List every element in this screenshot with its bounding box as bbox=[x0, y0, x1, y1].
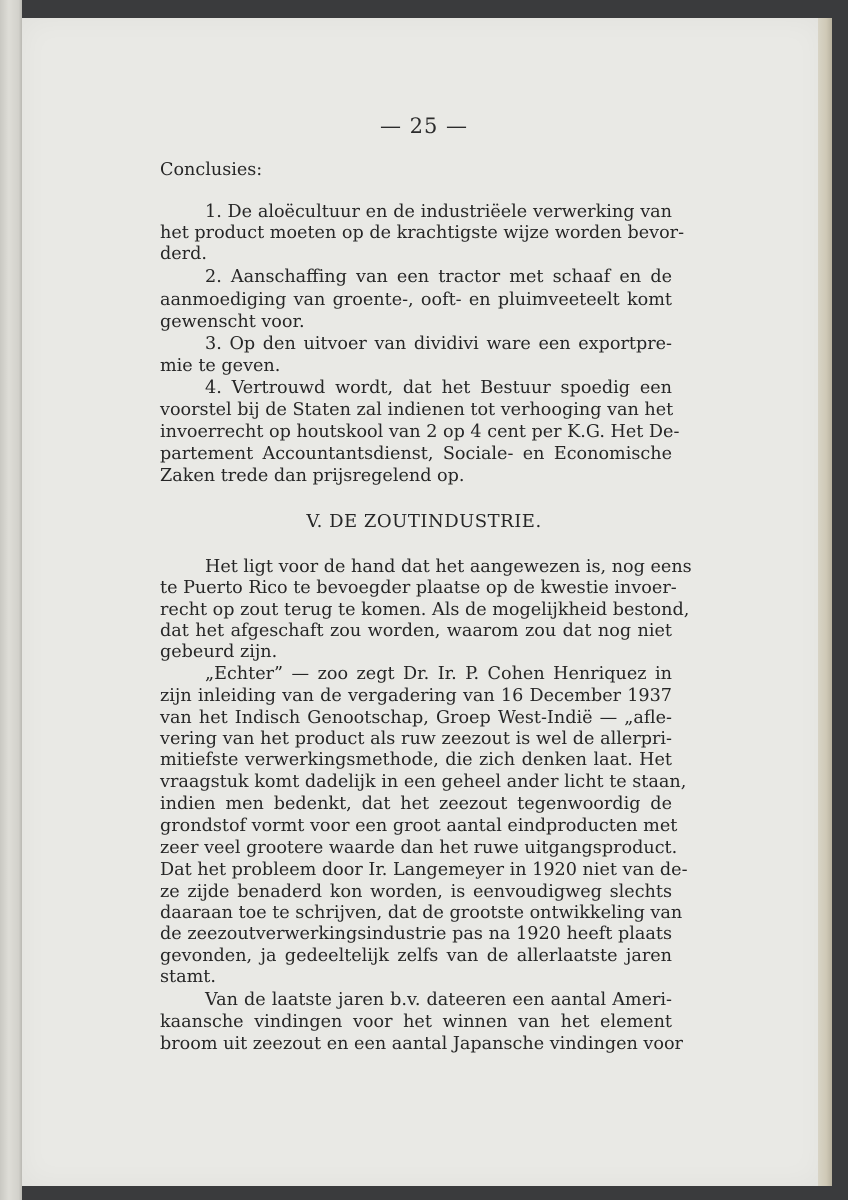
page-number: — 25 — bbox=[379, 114, 469, 138]
conclusion-line: 2. Aanschaffing van een tractor met schaaf en de bbox=[205, 267, 672, 287]
conclusion-line: invoerrecht op houtskool van 2 op 4 cent per K.G. Het De- bbox=[160, 422, 680, 442]
body-line: zijn inleiding van de vergadering van 16 December 1937 bbox=[160, 686, 672, 706]
section-heading: V. DE ZOUTINDUSTRIE. bbox=[306, 511, 542, 532]
conclusion-line: aanmoediging van groente-, ooft- en pluimveeteelt komt bbox=[160, 290, 672, 310]
body-line: ze zijde benaderd kon worden, is eenvoudigweg slechts bbox=[160, 882, 672, 902]
conclusion-line: 4. Vertrouwd wordt, dat het Bestuur spoedig een bbox=[205, 378, 672, 398]
body-line: de zeezoutverwerkingsindustrie pas na 1920 heeft plaats bbox=[160, 924, 672, 944]
body-line: kaansche vindingen voor het winnen van het element bbox=[160, 1012, 672, 1032]
body-line: te Puerto Rico te bevoegder plaatse op de kwestie invoer- bbox=[160, 578, 677, 598]
body-line: van het Indisch Genootschap, Groep West-Indië — „afle- bbox=[160, 708, 672, 728]
body-line: stamt. bbox=[160, 967, 216, 987]
left-page-edge bbox=[0, 0, 22, 1200]
body-line: gevonden, ja gedeeltelijk zelfs van de allerlaatste jaren bbox=[160, 946, 672, 966]
body-line: „Echter” — zoo zegt Dr. Ir. P. Cohen Henriquez in bbox=[205, 664, 672, 684]
body-line: mitiefste verwerkingsmethode, die zich denken laat. Het bbox=[160, 750, 672, 770]
conclusion-line: het product moeten op de krachtigste wijze worden bevor- bbox=[160, 223, 685, 243]
conclusion-line: 1. De aloëcultuur en de industriëele verwerking van bbox=[205, 202, 672, 222]
body-line: broom uit zeezout en een aantal Japansche vindingen voor bbox=[160, 1034, 683, 1054]
body-line: Van de laatste jaren b.v. dateeren een aantal Ameri- bbox=[205, 990, 672, 1010]
conclusion-line: Zaken trede dan prijsregelend op. bbox=[160, 466, 465, 486]
body-line: gebeurd zijn. bbox=[160, 642, 278, 662]
body-line: Dat het probleem door Ir. Langemeyer in 1920 niet van de- bbox=[160, 860, 688, 880]
conclusion-line: partement Accountantsdienst, Sociale- en Economische bbox=[160, 444, 672, 464]
conclusion-line: mie te geven. bbox=[160, 356, 281, 376]
body-line: daaraan toe te schrijven, dat de grootste ontwikkeling van bbox=[160, 903, 683, 923]
body-line: indien men bedenkt, dat het zeezout tegenwoordig de bbox=[160, 794, 672, 814]
body-line: vraagstuk komt dadelijk in een geheel ander licht te staan, bbox=[160, 772, 687, 792]
conclusion-line: 3. Op den uitvoer van dividivi ware een exportpre- bbox=[205, 334, 672, 354]
conclusion-line: derd. bbox=[160, 244, 207, 264]
body-line: grondstof vormt voor een groot aantal eindproducten met bbox=[160, 816, 678, 836]
body-line: recht op zout terug te komen. Als de mogelijkheid bestond, bbox=[160, 600, 690, 620]
body-line: Het ligt voor de hand dat het aangewezen is, nog eens bbox=[205, 557, 692, 577]
conclusions-title: Conclusies: bbox=[160, 160, 263, 180]
conclusion-line: voorstel bij de Staten zal indienen tot verhooging van het bbox=[160, 400, 674, 420]
body-line: vering van het product als ruw zeezout is wel de allerpri- bbox=[160, 729, 672, 749]
body-line: dat het afgeschaft zou worden, waarom zou dat nog niet bbox=[160, 621, 672, 641]
conclusion-line: gewenscht voor. bbox=[160, 312, 305, 332]
right-page-edge bbox=[818, 18, 832, 1186]
body-line: zeer veel grootere waarde dan het ruwe uitgangsproduct. bbox=[160, 838, 678, 858]
